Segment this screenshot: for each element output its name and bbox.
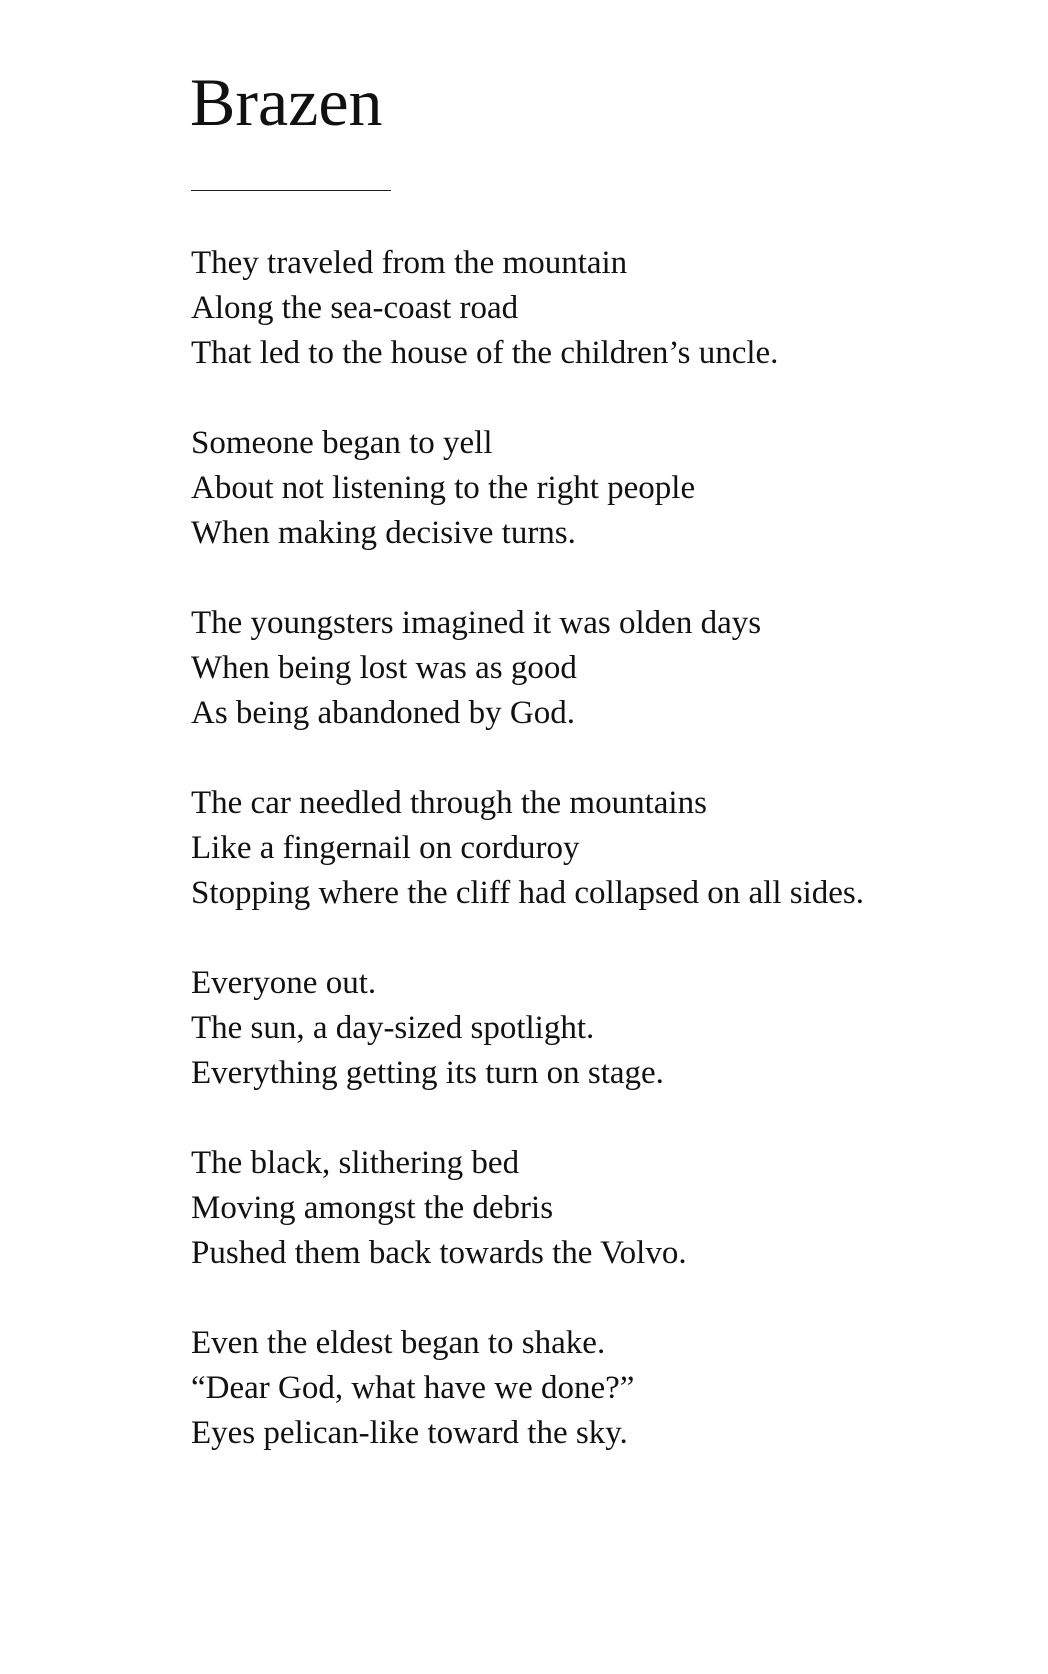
poem-line: The black, slithering bed [191,1145,520,1181]
stanza-5 [191,961,864,1096]
poem-line: “Dear God, what have we done?” [191,1370,635,1406]
poem-line: Everything getting its turn on stage. [191,1055,664,1091]
poem-line: Someone began to yell [191,425,493,461]
poem-line: Pushed them back towards the Volvo. [191,1235,687,1271]
poem-line: They traveled from the mountain [191,245,628,281]
poem-line: Along the sea-coast road [191,290,519,326]
title-divider [191,190,391,191]
poem-line: Eyes pelican-like toward the sky. [191,1415,628,1451]
poem-line: Everyone out. [191,965,377,1001]
stanza-4 [191,781,864,916]
poem-line: About not listening to the right people [191,470,696,506]
stanza-7 [191,1321,864,1456]
poem-line: The car needled through the mountains [191,785,707,821]
stanza-1 [191,241,864,376]
stanza-6 [191,1141,864,1276]
poem-line: Moving amongst the debris [191,1190,554,1226]
poem-line: When making decisive turns. [191,515,576,551]
poem-line: Like a fingernail on corduroy [191,830,580,866]
poem-body [191,241,864,1501]
poem-line: When being lost was as good [191,650,577,686]
stanza-3 [191,601,864,736]
poem-line: As being abandoned by God. [191,695,576,731]
poem-line: That led to the house of the children’s uncle. [191,335,779,371]
poem-line: Even the eldest began to shake. [191,1325,606,1361]
poem-line: The youngsters imagined it was olden days [191,605,762,641]
stanza-2 [191,421,864,556]
poem-line: The sun, a day-sized spotlight. [191,1010,595,1046]
poem-line: Stopping where the cliff had collapsed on all sides. [191,875,864,911]
poem-title: Brazen [190,64,383,140]
